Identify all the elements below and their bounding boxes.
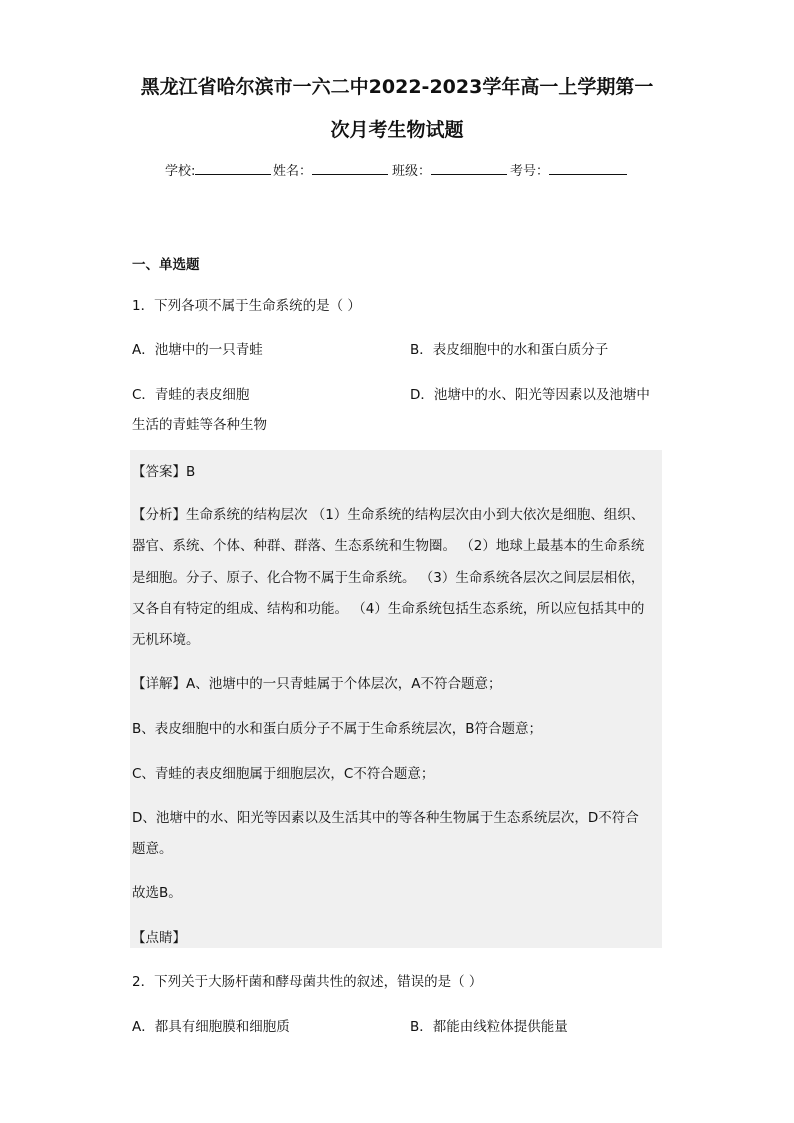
answer-block <box>130 450 662 948</box>
detail-line-d-cont: 题意。 <box>132 841 173 857</box>
detail-line: 【详解】A、池塘中的一只青蛙属于个体层次，A不符合题意； <box>132 676 502 692</box>
detail-line-d: D、池塘中的水、阳光等因素以及生活其中的等各种生物属于生态系统层次，D不符合 <box>132 810 639 826</box>
school-blank <box>195 160 271 175</box>
name-label: 姓名： <box>273 164 313 179</box>
class-blank <box>431 160 507 175</box>
detail-line: B、表皮细胞中的水和蛋白质分子不属于生命系统层次，B符合题意； <box>132 721 543 737</box>
analysis-line: 是细胞。分子、原子、化合物不属于生命系统。 （3）生命系统各层次之间层层相依， <box>132 570 645 586</box>
name-blank <box>312 160 388 175</box>
analysis-line: 【分析】生命系统的结构层次 （1）生命系统的结构层次由小到大依次是细胞、组织、 <box>132 507 645 523</box>
choose-line: 故选B。 <box>132 885 182 901</box>
point-label: 【点睛】 <box>132 930 186 946</box>
school-field <box>165 160 271 179</box>
number-field <box>510 160 627 179</box>
q1-option-d-cont: 生活的青蛙等各种生物 <box>132 417 267 433</box>
detail-line: C、青蛙的表皮细胞属于细胞层次，C不符合题意； <box>132 766 435 782</box>
q1-stem: 1．下列各项不属于生命系统的是（ ） <box>132 298 361 314</box>
school-label: 学校: <box>165 164 196 179</box>
class-field <box>392 160 507 179</box>
number-blank <box>549 160 627 175</box>
q1-option-d: D．池塘中的水、阳光等因素以及池塘中 <box>410 387 650 403</box>
section-heading: 一、单选题 <box>132 257 200 273</box>
number-label: 考号： <box>510 164 550 179</box>
analysis-line: 器官、系统、个体、种群、群落、生态系统和生物圈。 （2）地球上最基本的生命系统 <box>132 538 645 554</box>
page-title-line1: 黑龙江省哈尔滨市一六二中2022-2023学年高一上学期第一 <box>140 76 654 98</box>
class-label: 班级： <box>392 164 432 179</box>
q2-option-a: A．都具有细胞膜和细胞质 <box>132 1019 290 1035</box>
answer-label: 【答案】B <box>132 464 196 480</box>
q1-option-b: B．表皮细胞中的水和蛋白质分子 <box>410 342 609 358</box>
analysis-line: 又各自有特定的组成、结构和功能。 （4）生命系统包括生态系统，所以应包括其中的 <box>132 601 645 617</box>
q2-option-b: B．都能由线粒体提供能量 <box>410 1019 568 1035</box>
q1-option-a: A．池塘中的一只青蛙 <box>132 342 263 358</box>
name-field <box>273 160 388 179</box>
page-title-line2: 次月考生物试题 <box>330 119 464 141</box>
analysis-line: 无机环境。 <box>132 632 200 648</box>
q2-stem: 2．下列关于大肠杆菌和酵母菌共性的叙述，错误的是（ ） <box>132 974 483 990</box>
q1-option-c: C．青蛙的表皮细胞 <box>132 387 250 403</box>
